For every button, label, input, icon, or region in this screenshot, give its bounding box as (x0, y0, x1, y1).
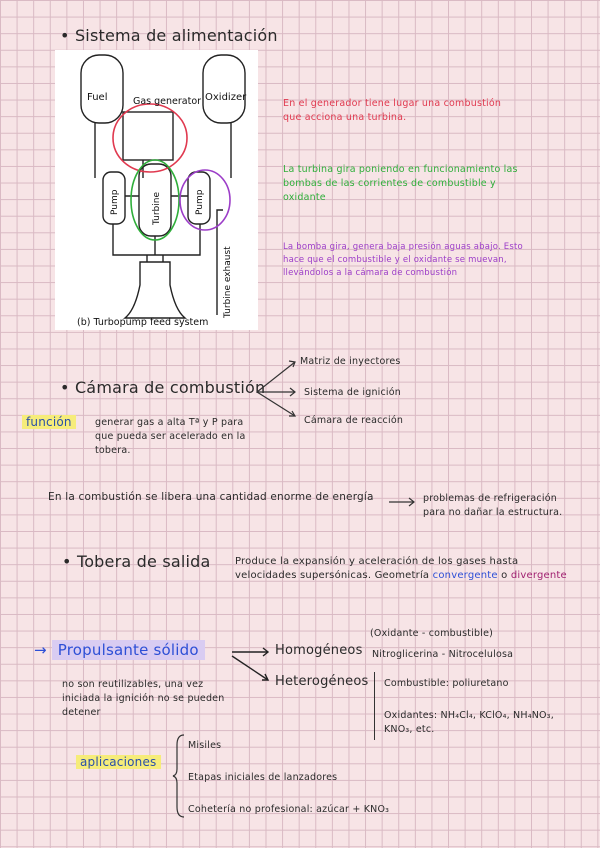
note-turbine: La turbina gira poniendo en funcionamiento las bombas de las corrientes de combustible y oxidante (283, 164, 518, 203)
funcion-label (22, 415, 76, 429)
brace (172, 733, 188, 819)
oxidantes-text: Oxidantes: NH₄Cl₄, KClO₄, NH₄NO₃, KNO₃, etc. (384, 710, 554, 735)
application-launchers: Etapas iniciales de lanzadores (188, 772, 338, 783)
divider-line (374, 672, 375, 740)
branch-injectors: Matriz de inyectores (300, 356, 401, 367)
nozzle-line-1: Produce la expansión y aceleración de los gases hasta (235, 556, 519, 567)
section-heading-feed-system (60, 26, 278, 45)
label-pump-right: Pump (195, 189, 205, 215)
application-amateur: Cohetería no profesional: azúcar + KNO₃ (188, 804, 390, 815)
application-missiles: Misiles (188, 740, 222, 751)
note-generator: En el generador tiene lugar una combustión que acciona una turbina. (283, 98, 502, 123)
divergente-word: divergente (510, 570, 567, 581)
convergente-word: convergente (432, 570, 498, 581)
label-fuel: Fuel (87, 92, 108, 103)
nozzle-line-2 (235, 569, 575, 583)
propellant-arrows (230, 642, 274, 688)
heading-text: Propulsante sólido (52, 640, 205, 660)
homogeneous-example: Nitroglicerina - Nitrocelulosa (372, 649, 514, 660)
heading-text: Tobera de salida (76, 552, 211, 571)
note-pump: La bomba gira, genera baja presión aguas abajo. Esto hace que el combustible y el oxidante se muevan, llevándolos a la cámara de combustión (283, 242, 523, 278)
nozzle-description (235, 555, 575, 583)
solid-propellant-note: no son reutilizables, una vez iniciada la ignición no se pueden detener (62, 679, 225, 718)
combustible-text: Combustible: poliuretano (384, 678, 509, 689)
label-oxidizer: Oxidizer (205, 92, 247, 103)
funcion-text: generar gas a alta Tª y P para que pueda ser acelerado en la tobera. (95, 417, 246, 456)
label-turbine-exhaust: Turbine exhaust (223, 246, 233, 318)
heterogeneous-heading: Heterogéneos (275, 674, 369, 689)
heading-text: Sistema de alimentación (74, 26, 278, 45)
arrow-glyph: → (34, 641, 47, 659)
arrow-right (388, 496, 418, 508)
branch-ignition: Sistema de ignición (304, 387, 402, 398)
branch-reaction: Cámara de reacción (304, 415, 404, 426)
section-heading-combustion-chamber (60, 378, 265, 397)
label-turbine: Turbine (152, 192, 162, 225)
diagram-caption: (b) Turbopump feed system (77, 317, 209, 328)
aplicaciones-label (76, 755, 161, 769)
funcion-label-text: función (22, 415, 76, 429)
homogeneous-heading: Homogéneos (275, 643, 363, 658)
turbopump-diagram-svg (55, 50, 258, 330)
homogeneous-note: (Oxidante - combustible) (370, 628, 494, 639)
nozzle-geometry-text: velocidades supersónicas. Geometría (235, 570, 430, 581)
section-heading-nozzle (62, 552, 211, 571)
branch-arrows (255, 352, 305, 422)
label-gas-generator: Gas generator (133, 96, 202, 107)
turbopump-diagram (55, 50, 258, 330)
aplicaciones-label-text: aplicaciones (76, 755, 161, 769)
combustion-energy-text: En la combustión se libera una cantidad enorme de energía (48, 491, 374, 503)
bullet: • (60, 378, 75, 397)
heading-text: Cámara de combustión (74, 378, 266, 397)
bullet: • (62, 552, 77, 571)
cooling-problem-text: problemas de refrigeración para no dañar la estructura. (423, 493, 563, 518)
section-heading-solid-propellant (34, 641, 205, 659)
or-word: o (501, 570, 508, 581)
bullet: • (60, 26, 75, 45)
label-pump-left: Pump (110, 189, 120, 215)
